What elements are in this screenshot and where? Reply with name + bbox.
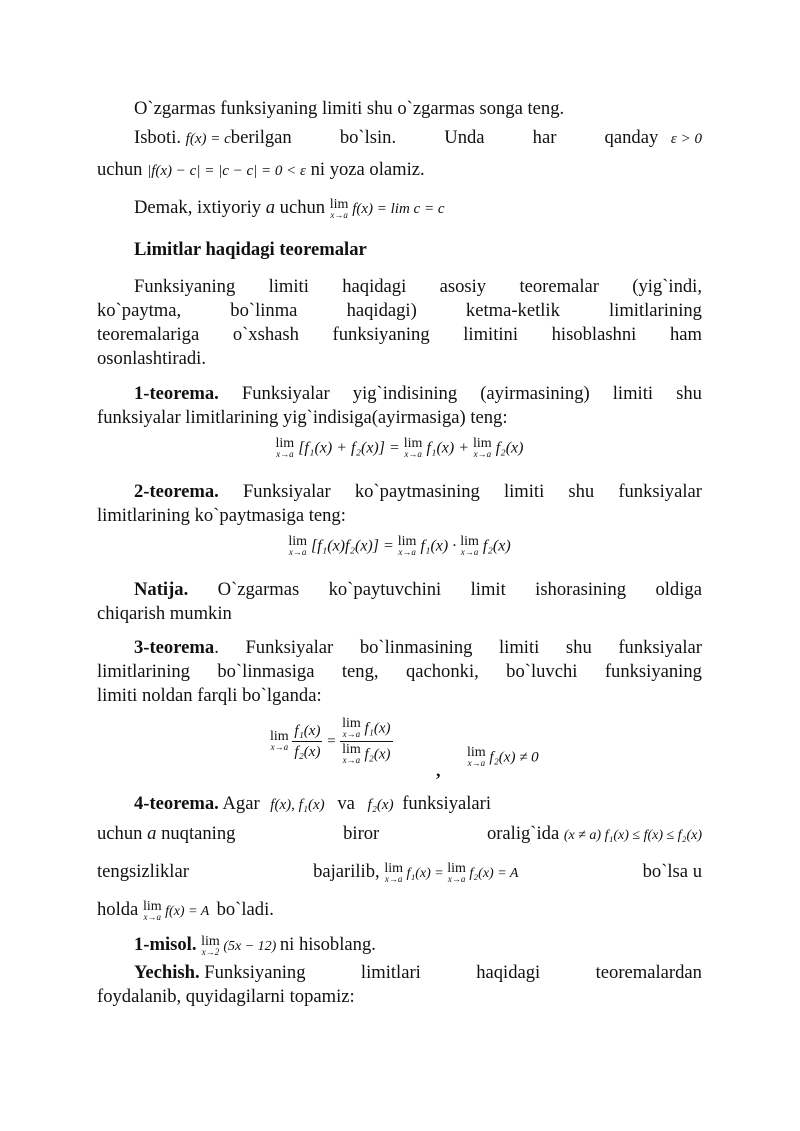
text-line: Demak, ixtiyoriy a uchun lim x→a f(x) = lim c = c: [134, 196, 445, 220]
text-line: uchun a nuqtaning biror oralig`ida (x ≠ a) f₁(x) ≤ f(x) ≤ f₂(x): [97, 823, 702, 844]
text-line: O`zgarmas funksiyaning limiti shu o`zgarmas songa teng.: [134, 98, 565, 119]
text-line: limitlarining ko`paytmasiga teng:: [97, 505, 346, 526]
text-line: Isboti. f(x) = cberilgan bo`lsin. Unda har qanday ε > 0: [134, 127, 702, 148]
text-line: 1-teorema. Funksiyalar yig`indisining (ayirmasining) limiti shu: [134, 383, 702, 404]
comma: ,: [436, 760, 441, 780]
text-line: Natija. O`zgarmas ko`paytuvchini limit ishorasining oldiga: [134, 579, 702, 600]
formula: |f(x) − c| = |c − c| = 0 < ε: [147, 163, 306, 179]
natija-label: Natija.: [134, 579, 189, 600]
text-line: ko`paytma, bo`linma haqidagi) ketma-ketlik limitlarining: [97, 300, 702, 321]
text-line: Funksiyaning limiti haqidagi asosiy teoremalar (yig`indi,: [134, 276, 702, 297]
formula: lim x→a f₁(x) = lim x→a f₂(x) = A: [384, 860, 519, 884]
text-line: teoremalariga o`xshash funksiyaning limitini hisoblashni ham: [97, 324, 702, 345]
text-line: limitlarining bo`linmasiga teng, qachonki, bo`luvchi funksiyaning: [97, 661, 702, 682]
theorem-label: 2-teorema.: [134, 481, 219, 502]
theorem-label: 3-teorema: [134, 637, 215, 658]
text-line: 3-teorema. Funksiyalar bo`linmasining limiti shu funksiyalar: [134, 637, 702, 658]
text-line: chiqarish mumkin: [97, 603, 232, 624]
theorem-label: 4-teorema.: [134, 793, 219, 814]
text-line: holda lim x→a f(x) = A bo`ladi.: [97, 898, 274, 922]
formula: f(x) = c: [185, 131, 231, 147]
text-line: limiti noldan farqli bo`lganda:: [97, 685, 322, 706]
example-label: 1-misol.: [134, 934, 197, 955]
formula: lim x→a [f₁(x)f₂(x)] = lim x→a f₁(x) · lim x→a f₂(x): [288, 534, 511, 557]
text-line: tengsizliklar bajarilib, lim x→a f₁(x) = lim x→a f₂(x) = A bo`lsa u: [97, 860, 702, 884]
formula-quotient: lim x→a $\frac{\text{f₁(x)}}{\text{f₂(x)}}$ = lim x→a f₁(x) lim x→a f₂(x): [270, 716, 391, 765]
section-heading: Limitlar haqidagi teoremalar: [134, 239, 367, 260]
text-line: uchun |f(x) − c| = |c − c| = 0 < ε ni yoza olamiz.: [97, 159, 425, 180]
solution-label: Yechish.: [134, 962, 200, 983]
formula: lim x→a [f₁(x) + f₂(x)] = lim x→a f₁(x) + lim x→a f₂(x): [275, 436, 524, 459]
formula-condition: lim x→a f₂(x) ≠ 0: [467, 745, 539, 768]
formula: lim x→2 (5x − 12): [201, 933, 277, 957]
text-line: foydalanib, quyidagilarni topamiz:: [97, 986, 355, 1007]
formula: lim x→a f(x) = A: [142, 898, 210, 922]
text-line: funksiyalar limitlarining yig`indisiga(ayirmasiga) teng:: [97, 407, 508, 428]
formula: ε > 0: [670, 131, 702, 147]
text-line: 4-teorema. Agar f(x), f₁(x) va f₂(x) funksiyalari: [134, 793, 492, 814]
formula: lim x→a f(x) = lim c = c: [329, 196, 445, 220]
text-line: 1-misol. lim x→2 (5x − 12) ni hisoblang.: [134, 933, 376, 957]
text-line: Yechish. Funksiyaning limitlari haqidagi teoremalardan: [134, 962, 702, 983]
theorem-label: 1-teorema.: [134, 383, 219, 404]
text-line: osonlashtiradi.: [97, 348, 206, 369]
text-line: 2-teorema. Funksiyalar ko`paytmasining limiti shu funksiyalar: [134, 481, 702, 502]
